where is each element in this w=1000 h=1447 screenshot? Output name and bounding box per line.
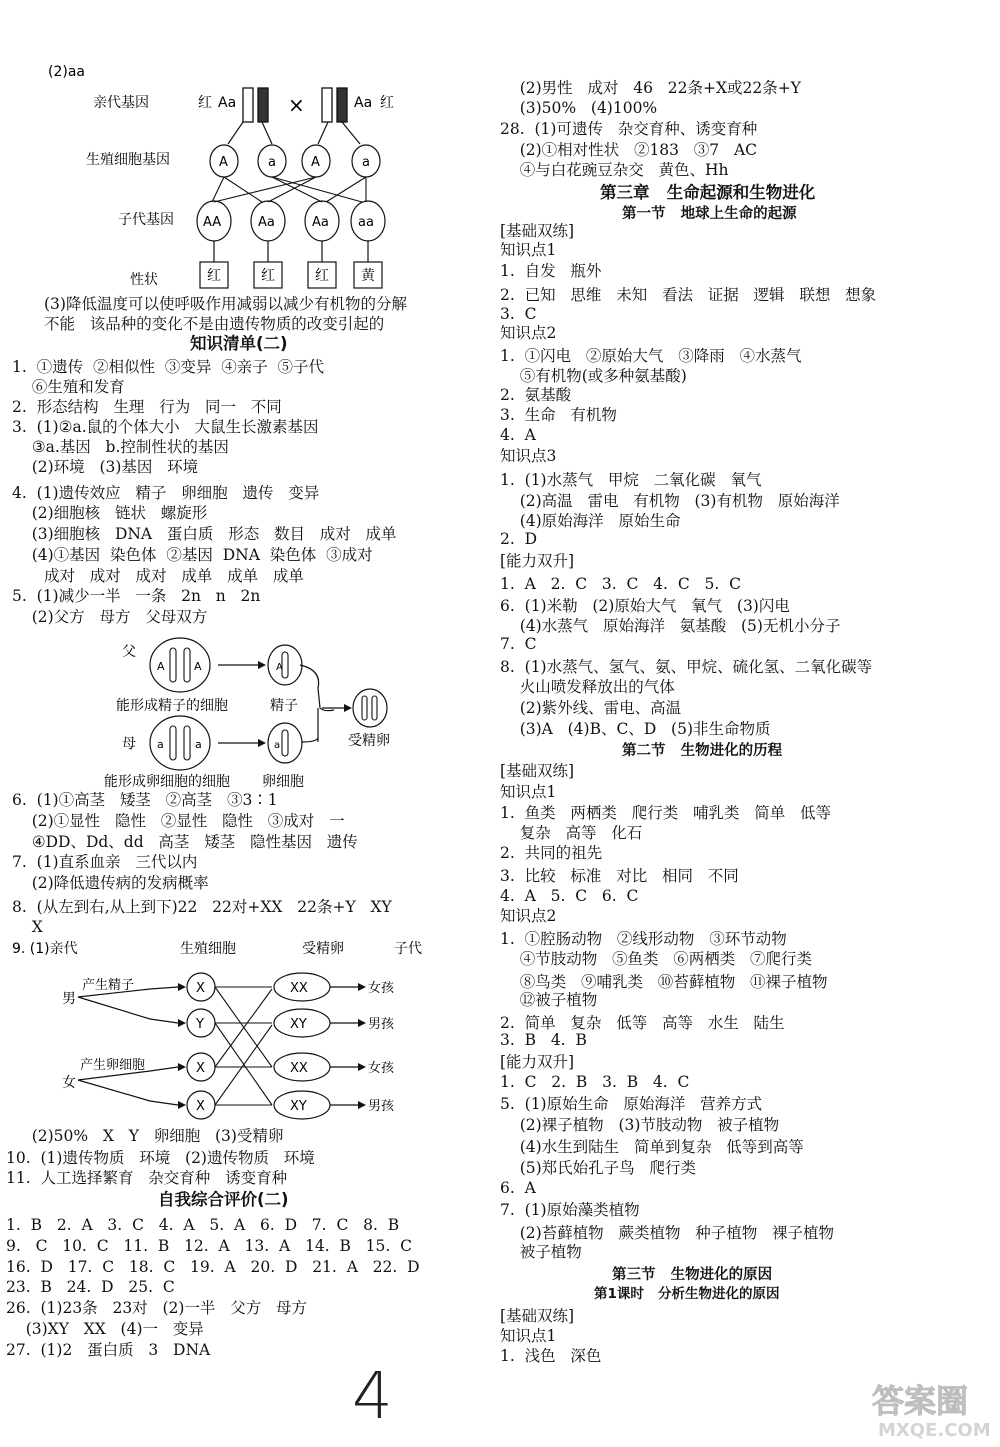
answer-line: 8. (从左到右,从上到下)22 22对+XX 22条+Y XY [12,898,392,916]
answer-line: 23. B 24. D 25. C [6,1278,175,1296]
answer-line: 3. 生命 有机物 [500,406,617,424]
allele-label: a [157,738,164,751]
allele-label: A [157,660,165,673]
trait-row [200,262,382,288]
answer-line: 3. 比较 标准 对比 相同 不同 [500,867,739,885]
answer-line: 9. C 10. C 11. B 12. A 13. A 14. B 15. C [6,1237,413,1255]
answer-line: 被子植物 [500,1243,582,1261]
trait: 红 [261,268,275,284]
answer-line: 7. (1)直系血亲 三代以内 [12,853,198,871]
genetic-cross-diagram [0,60,470,320]
answer-line: (2)裸子植物 (3)节肢动物 被子植物 [500,1116,780,1134]
answer-line: 28. (1)可遗传 杂交育种、诱变育种 [500,120,758,138]
answer-line: 1. ①遗传 ②相似性 ③变异 ④亲子 ⑤子代 [12,358,325,376]
gamete-allele: A [219,155,228,170]
egg-cell-label: 能形成卵细胞的细胞 [104,774,230,790]
answer-line: [基础双练] [500,222,575,240]
item-label: 9. (1)亲代 [12,941,78,957]
answer-line: 2. 形态结构 生理 行为 同一 不同 [12,398,282,416]
section-title: 第三节 生物进化的原因 [612,1267,773,1283]
answer-line: (2)细胞核 链状 螺旋形 [12,504,208,522]
answer-line: 1. C 2. B 3. B 4. C [500,1073,690,1091]
section-title: 第一节 地球上生命的起源 [622,206,797,222]
allele-label: a [195,738,202,751]
answer-line: (4)①基因 染色体 ②基因 DNA 染色体 ③成对 [12,546,373,564]
answer-line: 7. (1)原始藻类植物 [500,1201,640,1219]
answer-line: X [12,918,43,936]
parent-left-color: 红 [198,95,212,111]
parent-left-genotype: Aa [218,95,237,111]
sex-determination-diagram [0,937,470,1127]
watermark-url: MXQE.COM [878,1420,991,1441]
answer-line: (2)①相对性状 ②183 ③7 AC [500,141,758,159]
section-heading: 知识清单(二) [190,334,288,353]
answer-line: 6. A [500,1179,536,1197]
answer-line: 成对 成对 成对 成单 成单 成单 [44,567,304,585]
answer-line: (4)原始海洋 原始生命 [500,512,681,530]
answer-line: [能力双升] [500,552,575,570]
answer-line: (2)父方 母方 父母双方 [12,608,208,626]
lesson-title: 第1课时 分析生物进化的原因 [594,1286,780,1302]
child: 男孩 [368,1017,395,1032]
zygote: XY [290,1099,307,1114]
col-label: 生殖细胞 [180,941,236,957]
answer-line: 1. B 2. A 3. C 4. A 5. A 6. D 7. C 8. B [6,1216,400,1234]
sperm-label: 精子 [270,698,298,714]
child: 女孩 [368,1061,395,1076]
answer-line: 知识点2 [500,907,557,925]
answer-line: 10. (1)遗传物质 环境 (2)遗传物质 环境 [6,1149,315,1167]
answer-line: 2. 共同的祖先 [500,844,603,862]
gamete: X [196,1099,205,1114]
allele-label: A [194,660,202,673]
male-label: 男 [62,991,76,1007]
offspring-genotype: AA [203,215,222,230]
answer-line: 2. 简单 复杂 低等 高等 水生 陆生 [500,1014,785,1032]
answer-line: (2)紫外线、雷电、高温 [500,699,682,717]
trait: 黄 [361,268,375,284]
answer-line: 11. 人工选择繁育 杂交育种 诱变育种 [6,1169,288,1187]
answer-line: 2. D [500,530,538,548]
answer-line: 火山喷发释放出的气体 [500,678,675,696]
gamete-row [210,145,380,177]
answer-line: ④DD、Dd、dd 高茎 矮茎 隐性基因 遗传 [12,833,358,851]
chapter-title: 第三章 生命起源和生物进化 [600,183,816,202]
female-label: 女 [62,1075,76,1091]
answer-line: (3)50% (4)100% [500,99,658,117]
answer-line: (2)50% X Y 卵细胞 (3)受精卵 [12,1127,284,1145]
chromosome [337,88,347,122]
gamete-allele: a [362,155,370,170]
gamete-column [187,973,215,1119]
gamete-allele: A [311,155,320,170]
zygote-label: 受精卵 [348,733,390,749]
gamete: X [196,981,205,996]
answer-line: ④与白花豌豆杂交 黄色、Hh [500,161,729,179]
answer-line: 1. 鱼类 两栖类 爬行类 哺乳类 简单 低等 [500,804,832,822]
answer-line: (2)环境 (3)基因 环境 [12,458,199,476]
item-label: (2)aa [48,64,85,80]
answer-line: (5)郑氏始孔子鸟 爬行类 [500,1159,696,1177]
gamete: Y [196,1017,204,1032]
section-title: 第二节 生物进化的历程 [622,743,783,759]
sperm-cell-label: 能形成精子的细胞 [116,698,228,714]
child: 女孩 [368,981,395,996]
mother-label: 母 [122,736,136,752]
answer-line: 3. B 4. B [500,1031,587,1049]
answer-line: 27. (1)2 蛋白质 3 DNA [6,1341,211,1359]
answer-line: 知识点2 [500,324,557,342]
offspring-genotype: aa [358,215,374,230]
trait: 红 [207,268,221,284]
offspring-row [197,201,385,241]
answer-line: (2)①显性 隐性 ②显性 隐性 ③成对 一 [12,812,345,830]
answer-line: 4. (1)遗传效应 精子 卵细胞 遗传 变异 [12,484,320,502]
answer-line: 知识点1 [500,1327,557,1345]
section-heading: 自我综合评价(二) [158,1190,289,1209]
answer-line: ⑫被子植物 [500,991,598,1009]
watermark-text: 答案圈 [872,1382,969,1420]
answer-line: 7. C [500,635,537,653]
answer-line: (3)细胞核 DNA 蛋白质 形态 数目 成对 成单 [12,525,397,543]
chromosome [243,88,253,122]
answer-line: [能力双升] [500,1053,575,1071]
col-label: 受精卵 [302,941,344,957]
row-label: 子代基因 [118,212,174,228]
answer-line: (3)降低温度可以使呼吸作用减弱以减少有机物的分解 [44,295,407,313]
col-label: 子代 [394,941,422,957]
answer-line: (2)苔藓植物 蕨类植物 种子植物 裸子植物 [500,1224,835,1242]
father-label: 父 [122,644,136,660]
zygote-column [274,973,330,1119]
answer-line: (3)XY XX (4)一 变异 [6,1320,204,1338]
answer-line: 复杂 高等 化石 [500,824,643,842]
answer-line: 6. (1)米勒 (2)原始大气 氧气 (3)闪电 [500,597,790,615]
answer-line: 8. (1)水蒸气、氢气、氨、甲烷、硫化氢、二氧化碳等 [500,658,873,676]
male-process: 产生精子 [82,978,135,993]
watermark-logo [868,1376,994,1442]
answer-line: ④节肢动物 ⑤鱼类 ⑥两栖类 ⑦爬行类 [500,950,813,968]
answer-line: 16. D 17. C 18. C 19. A 20. D 21. A 22. D [6,1258,420,1276]
gamete: X [196,1061,205,1076]
row-label: 生殖细胞基因 [86,152,170,168]
answer-line: (3)A (4)B、C、D (5)非生命物质 [500,720,771,738]
female-process: 产生卵细胞 [80,1058,146,1073]
parent-right-color: 红 [380,95,394,111]
zygote: XX [290,1061,308,1076]
zygote: XY [290,1017,307,1032]
offspring-genotype: Aa [312,215,329,230]
fertilization-diagram [0,630,470,790]
egg-label: 卵细胞 [262,774,304,790]
answer-line: 1. 自发 瓶外 [500,262,602,280]
answer-line: (2)高温 雷电 有机物 (3)有机物 原始海洋 [500,492,840,510]
answer-line: 知识点1 [500,783,557,801]
answer-line: 1. ①闪电 ②原始大气 ③降雨 ④水蒸气 [500,347,802,365]
answer-line: 5. (1)减少一半 一条 2n n 2n [12,587,261,605]
trait: 红 [315,268,329,284]
answer-line: ⑤有机物(或多种氨基酸) [500,367,687,385]
gamete-allele: a [268,155,276,170]
answer-line: 知识点1 [500,241,557,259]
answer-line: [基础双练] [500,762,575,780]
answer-line: 2. 氨基酸 [500,386,572,404]
answer-line: (2)降低遗传病的发病概率 [12,874,209,892]
answer-line: (4)水蒸气 原始海洋 氨基酸 (5)无机小分子 [500,617,841,635]
answer-line: 3. C [500,305,537,323]
allele-label: A [276,662,283,673]
answer-line: 4. A 5. C 6. C [500,887,639,905]
answer-line: 4. A [500,426,536,444]
answer-line: ⑥生殖和发育 [12,378,125,396]
answer-line: [基础双练] [500,1307,575,1325]
answer-line: 1. ①腔肠动物 ②线形动物 ③环节动物 [500,930,787,948]
answer-line: (4)水生到陆生 简单到复杂 低等到高等 [500,1138,804,1156]
chromosome [322,88,332,122]
offspring-genotype: Aa [258,215,275,230]
answer-line: (2)男性 成对 46 22条+X或22条+Y [500,79,801,97]
row-label: 性状 [130,272,158,288]
answer-line: 26. (1)23条 23对 (2)一半 父方 母方 [6,1299,307,1317]
answer-line: 知识点3 [500,447,557,465]
parent-right-genotype: Aa [354,95,373,111]
child: 男孩 [368,1099,395,1114]
page-number: 4 [352,1360,393,1434]
chromosome [258,88,268,122]
answer-line: 2. 已知 思维 未知 看法 证据 逻辑 联想 想象 [500,286,877,304]
answer-line: 1. (1)水蒸气 甲烷 二氧化碳 氧气 [500,471,762,489]
answer-line: ⑧鸟类 ⑨哺乳类 ⑩苔藓植物 ⑪裸子植物 [500,973,828,991]
answer-line: 3. (1)②a.鼠的个体大小 大鼠生长激素基因 [12,418,319,436]
answer-line: 1. A 2. C 3. C 4. C 5. C [500,575,741,593]
answer-line: 1. 浅色 深色 [500,1347,602,1365]
answer-line: 6. (1)①高茎 矮茎 ②高茎 ③3∶1 [12,791,278,809]
row-label: 亲代基因 [93,95,149,111]
answer-line: 5. (1)原始生命 原始海洋 营养方式 [500,1095,763,1113]
answer-line: ③a.基因 b.控制性状的基因 [12,438,229,456]
allele-label: a [274,740,281,751]
zygote: XX [290,981,308,996]
cross-symbol: × [288,93,305,117]
answer-line: 不能 该品种的变化不是由遗传物质的改变引起的 [44,315,385,333]
